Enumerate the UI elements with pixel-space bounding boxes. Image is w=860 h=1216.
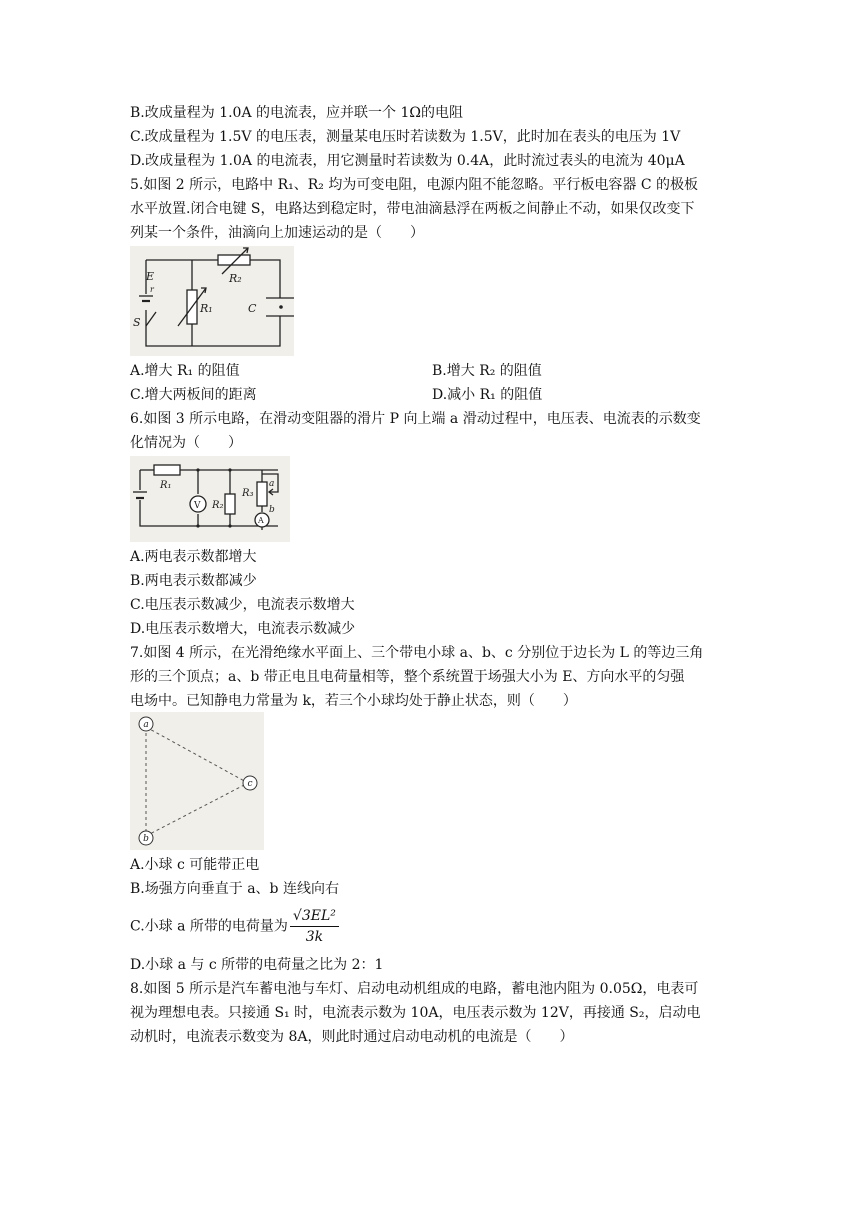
fig2-label-r: r	[150, 285, 154, 294]
q6-option-d: D.电压表示数增大，电流表示数减少	[130, 621, 356, 637]
fig3-label-r2: R₂	[212, 500, 224, 511]
q8-stem-2: 视为理想电表。只接通 S₁ 时，电流表示数为 10A，电压表示数为 12V，再接通 S₂，启动电	[130, 1005, 701, 1021]
fig3-label-b: b	[269, 505, 275, 515]
q7-stem-2: 形的三个顶点；a、b 带正电且电荷量相等，整个系统置于场强大小为 E、方向水平的匀强	[130, 669, 685, 685]
fig2-label-r2: R₂	[229, 272, 242, 285]
q5-stem-3: 列某一个条件，油滴向上加速运动的是（ ）	[130, 225, 424, 241]
q5-stem-2: 水平放置.闭合电键 S，电路达到稳定时，带电油滴悬浮在两板之间静止不动，如果仅改变下	[130, 201, 695, 217]
q6-stem-2: 化情况为（ ）	[130, 435, 242, 451]
fig2-label-r1: R₁	[200, 302, 213, 315]
q4-option-d: D.改成量程为 1.0A 的电流表，用它测量时若读数为 0.4A，此时流过表头的电流为 40μA	[130, 153, 685, 169]
figure-3-circuit	[130, 456, 290, 542]
fig3-label-r1: R₁	[160, 480, 172, 491]
fig3-label-a-meter: A	[258, 516, 264, 525]
q6-stem-1: 6.如图 3 所示电路，在滑动变阻器的滑片 P 向上端 a 滑动过程中，电压表、电流表的示数变	[130, 411, 701, 427]
q5-option-c: C.增大两板间的距离	[130, 387, 257, 403]
q7-stem-3: 电场中。已知静电力常量为 k，若三个小球均处于静止状态，则（ ）	[130, 693, 577, 709]
fraction-numerator: √3EL²	[290, 906, 339, 927]
q5-option-d: D.减小 R₁ 的阻值	[432, 387, 543, 403]
q8-stem-3: 动机时，电流表示数变为 8A，则此时通过启动电动机的电流是（ ）	[130, 1029, 574, 1045]
q8-stem-1: 8.如图 5 所示是汽车蓄电池与车灯、启动电动机组成的电路，蓄电池内阻为 0.05Ω，电表可	[130, 981, 699, 997]
figure-2-circuit	[130, 246, 294, 356]
q7-option-c-text: C.小球 a 所带的电荷量为	[130, 918, 288, 935]
fig3-label-v: V	[194, 501, 201, 511]
q6-option-b: B.两电表示数都减少	[130, 573, 257, 589]
fig4-label-c: c	[247, 779, 253, 789]
q6-option-a: A.两电表示数都增大	[130, 549, 257, 565]
q7-option-c	[130, 906, 339, 947]
q5-option-a: A.增大 R₁ 的阻值	[130, 363, 240, 379]
fraction-denominator: 3k	[305, 929, 324, 945]
q7-option-b: B.场强方向垂直于 a、b 连线向右	[130, 881, 339, 897]
q6-option-c: C.电压表示数减少，电流表示数增大	[130, 597, 355, 613]
fig3-label-a: a	[269, 479, 275, 489]
q7-option-c-fraction	[290, 906, 339, 947]
fig2-label-c: C	[248, 302, 257, 315]
q4-option-b: B.改成量程为 1.0A 的电流表，应并联一个 1Ω的电阻	[130, 105, 463, 121]
figure-4-triangle	[130, 712, 264, 850]
q5-stem-1: 5.如图 2 所示，电路中 R₁、R₂ 均为可变电阻，电源内阻不能忽略。平行板电容器 C 的极板	[130, 177, 698, 193]
q4-option-c: C.改成量程为 1.5V 的电压表，测量某电压时若读数为 1.5V，此时加在表头的电压为 1V	[130, 129, 681, 145]
fig4-label-b: b	[143, 834, 149, 844]
fig3-label-r3: R₃	[242, 488, 254, 499]
q7-option-a: A.小球 c 可能带正电	[130, 857, 260, 873]
q5-option-b: B.增大 R₂ 的阻值	[432, 363, 542, 379]
q7-stem-1: 7.如图 4 所示，在光滑绝缘水平面上、三个带电小球 a、b、c 分别位于边长为 L 的等边三角	[130, 645, 704, 661]
fig2-label-e: E	[146, 270, 155, 283]
q7-option-d: D.小球 a 与 c 所带的电荷量之比为 2：1	[130, 957, 384, 973]
fig2-label-s: S	[133, 316, 141, 329]
fig4-label-a: a	[143, 720, 149, 730]
